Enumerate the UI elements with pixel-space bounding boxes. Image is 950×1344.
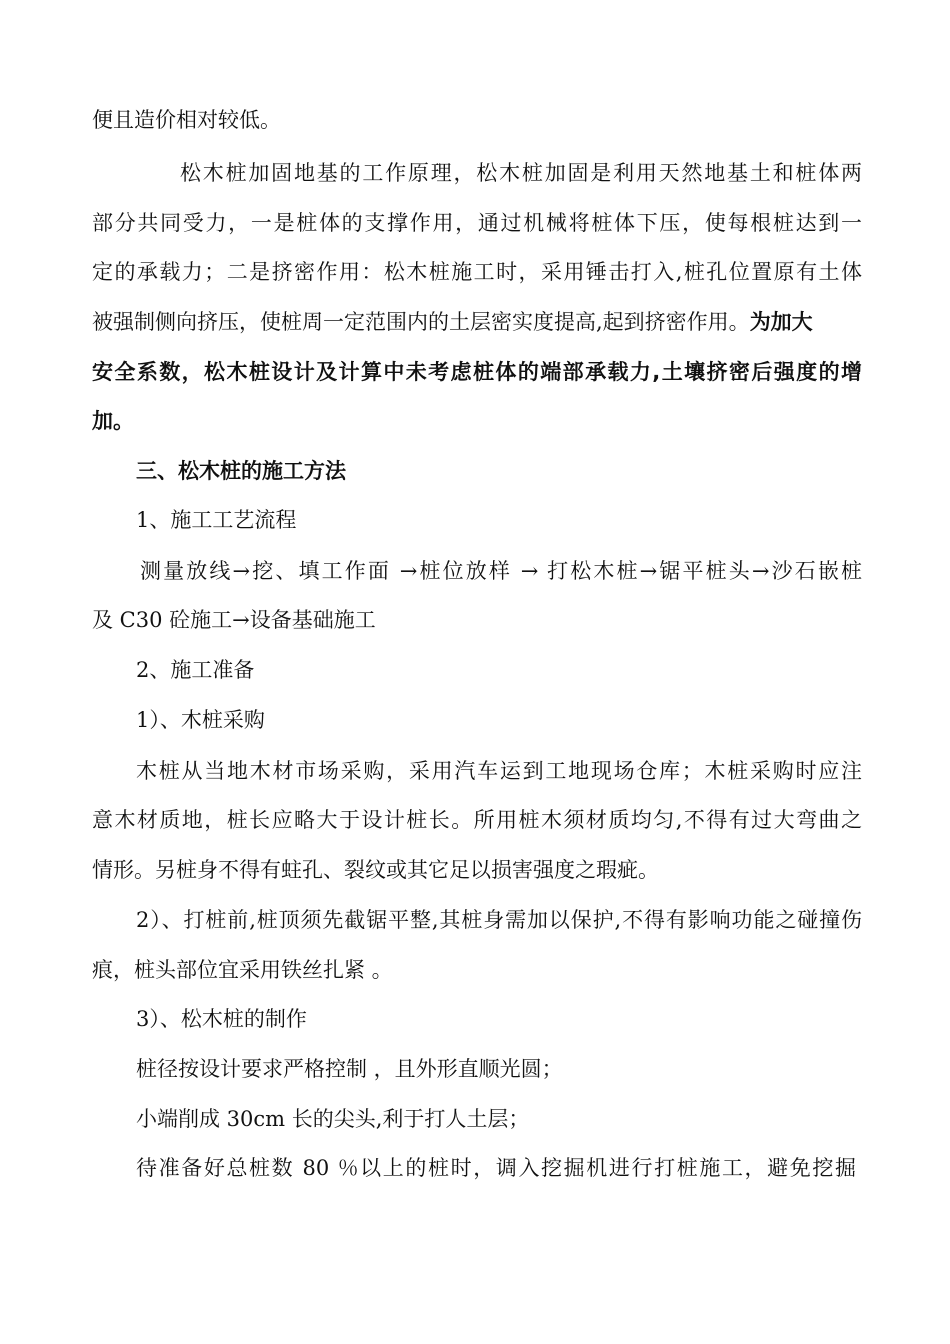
text-line: 及 C30 砼施工→设备基础施工: [92, 608, 376, 632]
bold-text-line: 加。: [92, 409, 134, 433]
text-line: 意木材质地，桩长应略大于设计桩长。所用桩木须材质均匀,不得有过大弯曲之: [92, 808, 862, 832]
section-heading: 三、松木桩的施工方法: [136, 459, 346, 483]
bold-text-line: 安全系数，松木桩设计及计算中未考虑桩体的端部承载力,土壤挤密后强度的增: [92, 360, 862, 384]
text-line: 待准备好总桩数 80 ％以上的桩时，调入挖掘机进行打桩施工，避免挖掘: [136, 1156, 856, 1180]
text-line: 便且造价相对较低。: [92, 108, 281, 132]
subheading: 1、施工工艺流程: [136, 508, 297, 532]
subheading: 2、施工准备: [136, 658, 255, 682]
paragraph-start: 2）、打桩前,桩顶须先截锯平整,其桩身需加以保护,不得有影响功能之碰撞伤: [136, 908, 862, 932]
text-line: 定的承载力；二是挤密作用：松木桩施工时，采用锤击打入,桩孔位置原有土体: [92, 260, 862, 284]
paragraph-start: 木桩从当地木材市场采购，采用汽车运到工地现场仓库；木桩采购时应注: [136, 759, 862, 783]
text-segment: 被强制侧向挤压，使桩周一定范围内的土层密实度提高,起到挤密作用。: [92, 310, 750, 334]
text-line: 情形。另桩身不得有蛀孔、裂纹或其它足以损害强度之瑕疵。: [92, 858, 659, 882]
text-line: 小端削成 30cm 长的尖头,利于打人土层；: [136, 1107, 530, 1131]
mixed-line: [92, 307, 862, 337]
subheading: 3）、松木桩的制作: [136, 1007, 307, 1031]
text-line: 痕，桩头部位宜采用铁丝扎紧 。: [92, 958, 393, 982]
process-flow: 测量放线→挖、填工作面 →桩位放样 → 打松木桩→锯平桩头→沙石嵌桩: [140, 559, 862, 583]
text-line: 部分共同受力，一是桩体的支撑作用，通过机械将桩体下压，使每根桩达到一: [92, 211, 862, 235]
text-line: 桩径按设计要求严格控制 ，且外形直顺光圆；: [136, 1057, 563, 1081]
subheading: 1）、木桩采购: [136, 708, 265, 732]
paragraph-start: 松木桩加固地基的工作原理，松木桩加固是利用天然地基土和桩体两: [180, 161, 862, 185]
bold-text-segment: 为加大: [749, 310, 813, 334]
